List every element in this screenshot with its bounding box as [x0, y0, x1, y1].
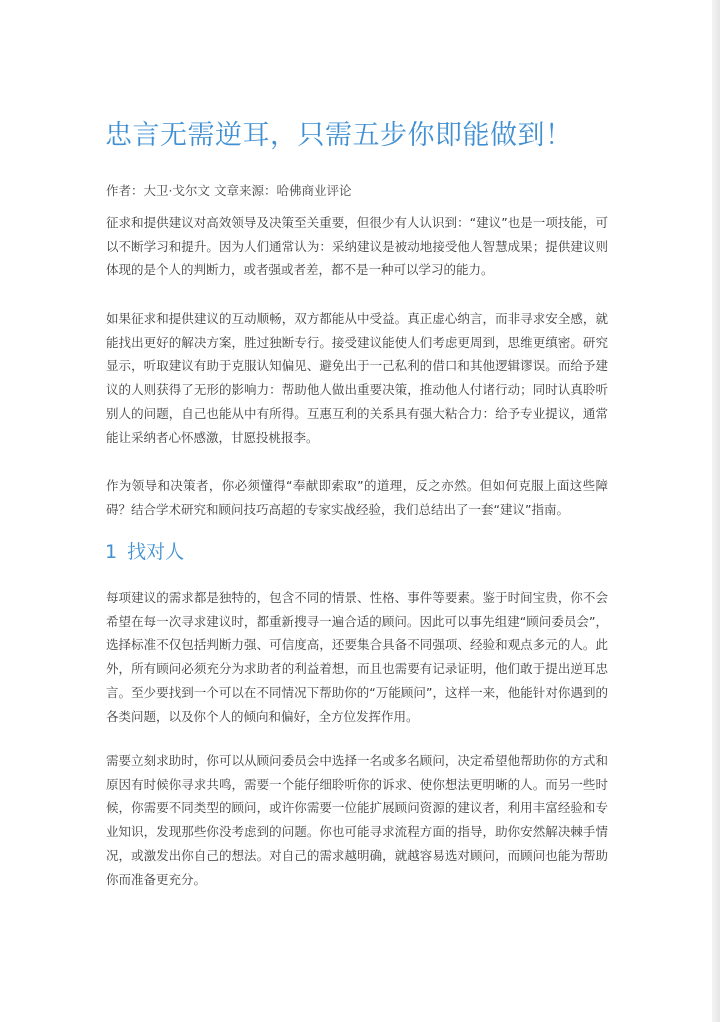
section-title: 找对人: [127, 541, 185, 563]
article-byline: 作者：大卫·戈尔文 文章来源：哈佛商业评论: [106, 183, 352, 198]
section-number: 1: [105, 541, 118, 563]
article-title: 忠言无需逆耳，只需五步你即能做到！: [105, 120, 573, 151]
paragraph-section-2: 需要立刻求助时，你可以从顾问委员会中选择一名或多名顾问，决定希望他帮助你的方式和原因有时候你寻求共鸣，需要一个能仔细聆听你的诉求、使你想法更明晰的人。而另一些时候，你需要不同类型的顾问，或许你需要一位能扩展顾问资源的建议者，利用丰富经验和专业知识，发现那些你没考虑到的问题。你也可能寻求流程方面的指导，助你安然解决棘手情况，或激发出你自己的想法。对自己的需求越明确，就越容易选对顾问，而顾问也能为帮助你而准备更充分。: [106, 753, 608, 887]
paragraph-section-1: 每项建议的需求都是独特的，包含不同的情景、性格、事件等要素。鉴于时间宝贵，你不会希望在每一次寻求建议时，都重新搜寻一遍合适的顾问。因此可以事先组建“顾问委员会”，选择标准不仅包括判断力强、可信度高，还要集合具备不同强项、经验和观点多元的人。此外，所有顾问必须充分为求助者的利益着想，而且也需要有记录证明，他们敢于提出逆耳忠言。至少要找到一个可以在不同情况下帮助你的“万能顾问”，这样一来，他能针对你遇到的各类问题，以及你个人的倾向和偏好，全方位发挥作用。: [106, 590, 608, 724]
paragraph-intro-3: 作为领导和决策者，你必须懂得“奉献即索取”的道理，反之亦然。但如何克服上面这些障碍？结合学术研究和顾问技巧高超的专家实战经验，我们总结出了一套“建议”指南。: [106, 478, 608, 517]
page-edge-shadow: [712, 0, 720, 1022]
section-heading: [105, 537, 184, 564]
paragraph-intro-1: 征求和提供建议对高效领导及决策至关重要，但很少有人认识到：“建议”也是一项技能，可以不断学习和提升。因为人们通常认为：采纳建议是被动地接受他人智慧成果；提供建议则体现的是个人的判断力，或者强或者差，都不是一种可以学习的能力。: [106, 215, 608, 278]
paragraph-intro-2: 如果征求和提供建议的互动顺畅，双方都能从中受益。真正虚心纳言，而非寻求安全感，就能找出更好的解决方案，胜过独断专行。接受建议能使人们考虑更周到，思维更缜密。研究显示，听取建议有助于克服认知偏见、避免出于一己私利的借口和其他逻辑谬误。而给予建议的人则获得了无形的影响力：帮助他人做出重要决策，推动他人付诸行动；同时认真聆听别人的问题，自己也能从中有所得。互惠互利的关系具有强大粘合力：给予专业提议，通常能让采纳者心怀感激，甘愿投桃报李。: [106, 311, 608, 445]
